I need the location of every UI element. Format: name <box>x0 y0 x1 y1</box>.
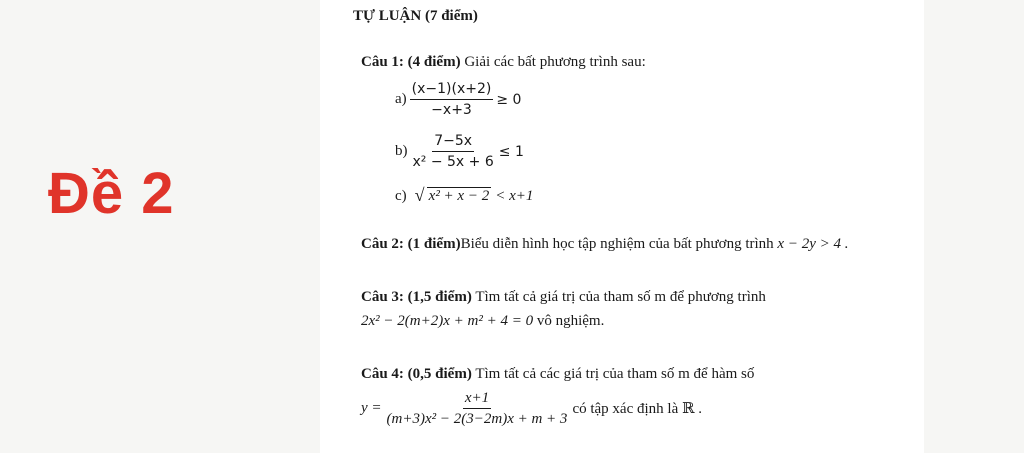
question-3-text: Tìm tất cả giá trị của tham số m để phương trình <box>475 289 766 305</box>
exam-version-banner: Đề 2 <box>48 161 175 226</box>
question-1b-fraction <box>411 132 496 171</box>
question-1c-radical <box>414 185 492 205</box>
question-1b-numerator: 7−5x <box>432 132 474 152</box>
question-4-function-line <box>361 389 702 428</box>
question-1b-denominator: x² − 5x + 6 <box>412 154 494 170</box>
question-1a <box>395 80 521 119</box>
question-4-fraction <box>385 389 570 428</box>
question-4-denominator: (m+3)x² − 2(3−2m)x + m + 3 <box>386 411 568 427</box>
question-2-text: Biểu diễn hình học tập nghiệm của bất phương trình <box>460 236 774 252</box>
question-1c <box>395 185 534 205</box>
question-4-suffix: có tập xác định là ℝ . <box>572 401 702 417</box>
section-title-text: TỰ LUẬN (7 điểm) <box>353 8 478 24</box>
section-title <box>353 8 478 25</box>
question-1a-label: a) <box>395 91 407 107</box>
question-1-label: Câu 1: <box>361 54 404 70</box>
question-4-text: Tìm tất cả các giá trị của tham số m để hàm số <box>475 366 755 382</box>
question-1a-rhs: ≥ 0 <box>496 91 522 108</box>
exam-page <box>320 0 924 453</box>
question-1a-numerator: (x−1)(x+2) <box>410 80 494 100</box>
question-3-label: Câu 3: <box>361 289 404 305</box>
right-background <box>924 0 1024 453</box>
question-4-numerator: x+1 <box>463 389 491 409</box>
question-1c-radicand: x² + x − 2 <box>428 188 490 204</box>
question-1b-label: b) <box>395 143 408 159</box>
question-3-formula: 2x² − 2(m+2)x + m² + 4 = 0 <box>361 313 534 329</box>
question-3-points: (1,5 điểm) <box>407 289 472 305</box>
question-1c-rhs: < x+1 <box>495 188 534 204</box>
question-2 <box>361 236 848 253</box>
square-root-icon: √ <box>414 185 425 205</box>
question-3-header <box>361 289 766 306</box>
question-1a-fraction <box>410 80 494 119</box>
question-2-points: (1 điểm) <box>407 236 461 252</box>
question-1-text: Giải các bất phương trình sau: <box>464 54 646 70</box>
question-4-header <box>361 366 754 383</box>
question-1b-rhs: ≤ 1 <box>498 143 524 160</box>
question-1b <box>395 132 524 171</box>
question-2-label: Câu 2: <box>361 236 404 252</box>
question-1a-denominator: −x+3 <box>431 102 472 118</box>
question-3-equation-line <box>361 313 604 330</box>
question-3-suffix: vô nghiệm. <box>536 313 605 329</box>
question-4-lhs: y = <box>361 400 382 416</box>
question-1-header <box>361 54 646 71</box>
question-1c-label: c) <box>395 188 407 204</box>
question-1-points: (4 điểm) <box>407 54 461 70</box>
question-2-formula: x − 2y > 4 . <box>777 236 849 252</box>
question-4-points: (0,5 điểm) <box>407 366 472 382</box>
question-4-label: Câu 4: <box>361 366 404 382</box>
